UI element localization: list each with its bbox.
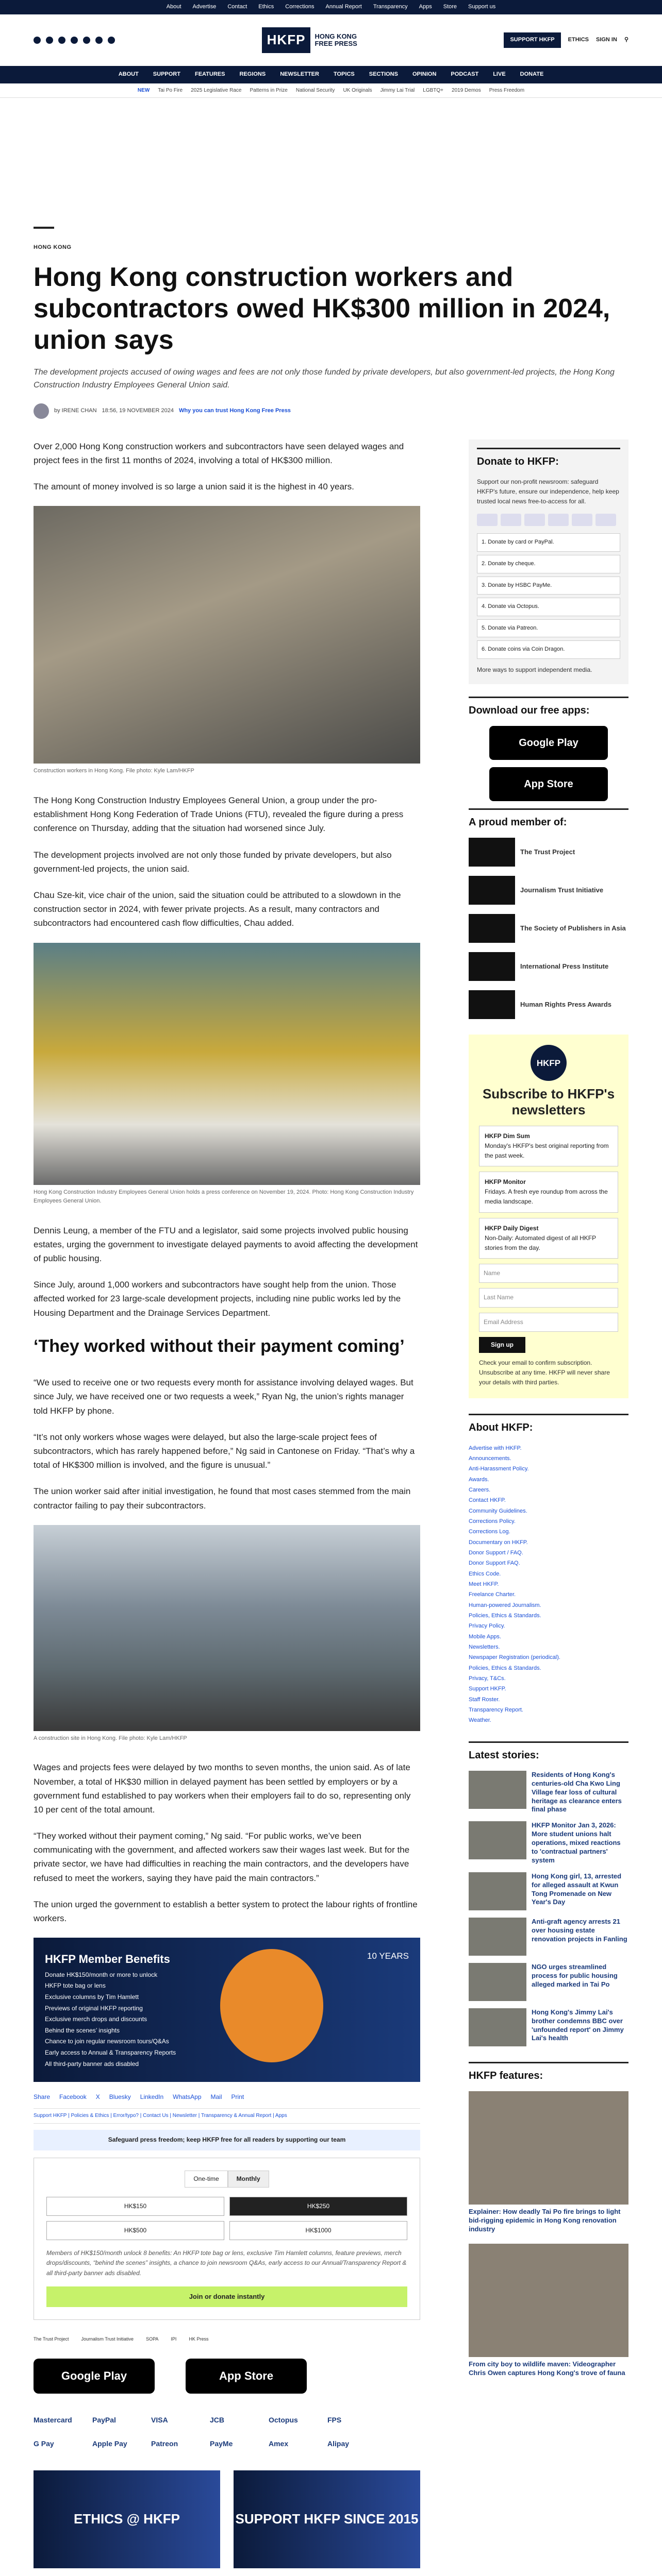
more-ways-link[interactable]: More ways to support independent media.	[477, 666, 592, 673]
about-link[interactable]: Privacy Policy.	[469, 1623, 505, 1630]
google-play-button[interactable]: Google Play	[489, 726, 608, 760]
payment-methods	[34, 2414, 420, 2450]
about-link[interactable]: Mobile Apps.	[469, 1633, 501, 1640]
share-bluesky[interactable]: Bluesky	[109, 2093, 131, 2101]
promo-benefit: HKFP tote bag or lens	[45, 1982, 106, 1990]
top-link-store[interactable]: Store	[443, 4, 457, 10]
partner-logo[interactable]: HK Press	[189, 2336, 209, 2342]
paragraph: Chau Sze-kit, vice chair of the union, said the situation could be attributed to a slowdown in the construction sector in 2024, with fewer private projects. As a result, many contractors and subcontractors had encountered cash flow difficulties, Chau added.	[34, 890, 401, 928]
photo-caption: Construction workers in Hong Kong. File photo: Kyle Lam/HKFP	[34, 768, 194, 774]
paragraph: The union worker said after initial investigation, he found that most cases stemmed from the main contractor failing to pay their subcontractors.	[34, 1486, 411, 1511]
payment-logo: Octopus	[269, 2415, 298, 2424]
section-heading: ‘They worked without their payment coming’	[34, 1336, 405, 1356]
about-link[interactable]: Weather.	[469, 1717, 491, 1724]
x-icon[interactable]	[46, 37, 53, 44]
payment-logo: Patreon	[151, 2439, 178, 2448]
article-standfirst: The development projects accused of owing wages and fees are not only those funded by private developers, but also government-led projects, the Hong Kong Construction Industry Employees General Union said.	[34, 367, 615, 390]
donate-option[interactable]: 4. Donate via Octopus.	[477, 598, 620, 616]
publish-date: 18:56, 19 NOVEMBER 2024	[102, 408, 174, 414]
nav-support[interactable]: SUPPORT	[153, 71, 180, 78]
monthly-toggle[interactable]: Monthly	[228, 2171, 269, 2188]
sign-up-button[interactable]: Sign up	[479, 1337, 525, 1353]
latest-story[interactable]: Anti-graft agency arrests 21 over housing estate renovation projects in Fanling	[469, 1918, 628, 1956]
safeguard-banner[interactable]: Safeguard press freedom; keep HKFP free for all readers by supporting our team	[34, 2130, 420, 2150]
about-link[interactable]: Careers.	[469, 1486, 491, 1493]
promo-benefit: Exclusive columns by Tim Hamlett	[45, 1993, 139, 2001]
payment-logo: PayPal	[92, 2415, 116, 2424]
amount-option[interactable]: HK$250	[229, 2197, 407, 2216]
card-icon	[501, 514, 521, 526]
about-link[interactable]: Policies, Ethics & Standards.	[469, 1613, 541, 1619]
amount-option[interactable]: HK$150	[46, 2197, 224, 2216]
payment-logo: Apple Pay	[92, 2439, 127, 2448]
logo-mark: HKFP	[262, 27, 311, 53]
paragraph: Over 2,000 Hong Kong construction workers and subcontractors have seen delayed wages and project fees in the first 11 months of 2024, involving a total of HK$300 million.	[34, 441, 404, 466]
site-header	[0, 14, 662, 66]
apps-heading: Download our free apps:	[469, 697, 628, 719]
partner-logos	[34, 2335, 420, 2343]
author-avatar	[34, 403, 49, 419]
about-link[interactable]: Policies, Ethics & Standards.	[469, 1665, 541, 1671]
latest-story[interactable]: NGO urges streamlined process for public housing alleged marked in Tai Po	[469, 1963, 628, 2001]
article-kicker[interactable]: HONG KONG	[34, 244, 72, 250]
paragraph: The union urged the government to establish a better system to protect the labour rights of frontline workers.	[34, 1899, 418, 1923]
top-bar	[0, 0, 662, 14]
about-link[interactable]: Corrections Policy.	[469, 1518, 516, 1524]
instagram-icon[interactable]	[58, 37, 65, 44]
paragraph: Since July, around 1,000 workers and subcontractors have sought help from the union. Those affected worked for 23 large-scale development projects, including nine public works led by the Housing Department and the Drainage Services Department.	[34, 1280, 401, 1318]
about-link[interactable]: Ethics Code.	[469, 1570, 501, 1577]
latest-story[interactable]: HKFP Monitor Jan 3, 2026: More student unions halt operations, mixed reactions to 'contractual partners' system	[469, 1821, 628, 1865]
share-x[interactable]: X	[95, 2093, 100, 2101]
about-link[interactable]: Donor Support / FAQ.	[469, 1549, 523, 1556]
about-link[interactable]: Human-powered Journalism.	[469, 1602, 541, 1608]
latest-story[interactable]: Hong Kong's Jimmy Lai's brother condemns BBC over 'unfounded report' on Jimmy Lai's health	[469, 2008, 628, 2046]
share-print[interactable]: Print	[231, 2093, 244, 2101]
newsletter-option[interactable]: HKFP Monitor Fridays. A fresh eye roundup from across the media landscape.	[479, 1172, 618, 1213]
partner-logo[interactable]: Journalism Trust Initiative	[81, 2336, 134, 2342]
about-link[interactable]: Announcements.	[469, 1455, 511, 1462]
amount-option[interactable]: HK$1000	[229, 2221, 407, 2240]
social-links	[34, 37, 115, 44]
donate-panel	[469, 439, 628, 684]
app-store-button[interactable]: App Store	[186, 2359, 307, 2394]
feature-story[interactable]: From city boy to wildlife maven: Videographer Chris Owen captures Hong Kong's trove of fauna	[469, 2244, 628, 2378]
payment-logo: JCB	[210, 2415, 225, 2424]
name-field[interactable]: Name	[479, 1264, 618, 1283]
last-name-field[interactable]: Last Name	[479, 1288, 618, 1307]
youtube-icon[interactable]	[71, 37, 78, 44]
ticker-item[interactable]: LGBTQ+	[423, 87, 444, 93]
share-whatsapp[interactable]: WhatsApp	[173, 2093, 202, 2101]
top-link-contact[interactable]: Contact	[227, 4, 247, 10]
member-org[interactable]: The Society of Publishers in Asia	[469, 914, 628, 943]
ethics-banner[interactable]: ETHICS @ HKFP	[34, 2470, 220, 2568]
photo-caption: A construction site in Hong Kong. File photo: Kyle Lam/HKFP	[34, 1735, 187, 1741]
card-icon	[548, 514, 569, 526]
feature-story[interactable]: Explainer: How deadly Tai Po fire brings to light bid-rigging epidemic in Hong Kong renovation industry	[469, 2091, 628, 2234]
ticker-item[interactable]: UK Originals	[343, 87, 372, 93]
promo-benefit: Exclusive merch drops and discounts	[45, 2015, 147, 2023]
payment-cards	[477, 514, 620, 526]
nav-donate[interactable]: DONATE	[520, 71, 544, 78]
latest-heading: Latest stories:	[469, 1741, 628, 1764]
member-org[interactable]: Human Rights Press Awards	[469, 990, 628, 1019]
member-org[interactable]: The Trust Project	[469, 838, 628, 867]
payment-logo: G Pay	[34, 2439, 54, 2448]
paragraph: “It’s not only workers whose wages were delayed, but also the large-scale project fees of subcontractors, which has rarely happened before,” Ng said in Cantonese on Friday. “That’s why a total of HK$300 million is involved, and the figure is unusual.”	[34, 1432, 415, 1470]
threads-icon[interactable]	[83, 37, 90, 44]
ticker-item[interactable]: Tai Po Fire	[158, 87, 183, 93]
newsletter-option[interactable]: HKFP Dim Sum Monday's HKFP's best original reporting from the past week.	[479, 1126, 618, 1167]
top-link-transparency[interactable]: Transparency	[373, 4, 408, 10]
nav-about[interactable]: ABOUT	[118, 71, 139, 78]
article-footer-links[interactable]: Support HKFP | Policies & Ethics | Error/typo? | Contact Us | Newsletter | Transparency & Annual Report | Apps	[34, 2108, 420, 2124]
google-play-button[interactable]: Google Play	[34, 2359, 155, 2394]
article-photo	[34, 506, 420, 764]
trust-link[interactable]: Why you can trust Hong Kong Free Press	[178, 408, 291, 414]
nav-topics[interactable]: TOPICS	[333, 71, 355, 78]
ticker-item[interactable]: 2025 Legislative Race	[191, 87, 242, 93]
donate-widget	[34, 2158, 420, 2320]
ticker-item[interactable]: Patterns in Prize	[250, 87, 288, 93]
about-link[interactable]: Newsletters.	[469, 1644, 500, 1651]
about-link[interactable]: Documentary on HKFP.	[469, 1539, 528, 1546]
about-link[interactable]: Transparency Report.	[469, 1707, 523, 1714]
paragraph: The Hong Kong Construction Industry Employees General Union, a group under the pro-establishment Hong Kong Federation of Trade Unions (FTU), revealed the figure during a press conference on Thursday, adding that the situation had worsened since July.	[34, 795, 404, 834]
nav-regions[interactable]: REGIONS	[239, 71, 266, 78]
main-nav	[0, 66, 662, 83]
facebook-icon[interactable]	[34, 37, 41, 44]
top-link-advertise[interactable]: Advertise	[192, 4, 217, 10]
features-heading: HKFP features:	[469, 2062, 628, 2084]
partner-logo[interactable]: SOPA	[146, 2336, 159, 2342]
hkfp-badge: HKFP	[531, 1045, 567, 1081]
author-name[interactable]: by IRENE CHAN	[54, 408, 97, 414]
top-link-ethics[interactable]: Ethics	[258, 4, 274, 10]
top-link-about[interactable]: About	[166, 4, 181, 10]
about-link[interactable]: Privacy, T&Cs.	[469, 1675, 506, 1682]
about-link[interactable]: Meet HKFP.	[469, 1581, 499, 1588]
logo-name: HONG KONG FREE PRESS	[315, 32, 357, 47]
member-benefits-promo[interactable]	[34, 1938, 420, 2082]
newsletter-signup	[469, 1035, 628, 1398]
about-link[interactable]: Donor Support FAQ.	[469, 1560, 520, 1567]
payment-logo: FPS	[327, 2415, 342, 2424]
about-links	[469, 1443, 628, 1726]
payment-logo: PayMe	[210, 2439, 233, 2448]
payment-logo: VISA	[151, 2415, 168, 2424]
donate-option[interactable]: 3. Donate by HSBC PayMe.	[477, 577, 620, 595]
ethics-link[interactable]: ETHICS	[568, 37, 589, 43]
paragraph: Wages and projects fees were delayed by two months to seven months, the union said. As of late November, a total of HK$30 million in delayed payment has been settled by employers or by a government fund established to pay workers when their employers fail to do so, representing only 10 per cent of the total amount.	[34, 1762, 411, 1815]
app-store-buttons	[34, 2359, 420, 2394]
site-logo[interactable]	[262, 27, 357, 53]
donate-button[interactable]: Join or donate instantly	[46, 2286, 407, 2308]
card-icon	[477, 514, 498, 526]
promo-benefit: Behind the scenes’ insights	[45, 2026, 120, 2034]
paragraph: Dennis Leung, a member of the FTU and a legislator, said some projects involved public housing estates, urging the government to investigate delayed payments to avoid affecting the development of public housing.	[34, 1225, 418, 1264]
about-link[interactable]: Freelance Charter.	[469, 1591, 516, 1598]
paragraph: The development projects involved are not only those funded by private developers, but also government-led projects, the union said.	[34, 850, 392, 874]
article-title: Hong Kong construction workers and subcontractors owed HK$300 million in 2024, union says	[34, 262, 610, 355]
search-icon[interactable]: ⚲	[624, 37, 628, 43]
ticker-item[interactable]: 2019 Demos	[452, 87, 481, 93]
nav-sections[interactable]: SECTIONS	[369, 71, 398, 78]
sidebar	[469, 439, 628, 2576]
paragraph: The amount of money involved is so large a union said it is the highest in 40 years.	[34, 482, 354, 492]
member-org[interactable]: International Press Institute	[469, 952, 628, 981]
promo-title: HKFP Member Benefits	[45, 1953, 170, 1966]
support-hkfp-button[interactable]: SUPPORT HKFP	[504, 32, 560, 48]
support-banner[interactable]: SUPPORT HKFP SINCE 2015	[234, 2470, 420, 2568]
anniversary-badge: 10 YEARS	[367, 1951, 409, 1961]
about-link[interactable]: Staff Roster.	[469, 1696, 500, 1703]
about-link[interactable]: Advertise with HKFP.	[469, 1445, 522, 1451]
top-link-corrections[interactable]: Corrections	[285, 4, 315, 10]
donate-option[interactable]: 2. Donate by cheque.	[477, 555, 620, 573]
mascot-illustration	[220, 1949, 323, 2062]
ticker-item[interactable]: National Security	[295, 87, 335, 93]
share-facebook[interactable]: Facebook	[59, 2093, 87, 2101]
promo-benefit: Chance to join regular newsroom tours/Q&As	[45, 2038, 169, 2045]
top-link-annual-report[interactable]: Annual Report	[325, 4, 362, 10]
card-icon	[572, 514, 592, 526]
about-link[interactable]: Support HKFP.	[469, 1686, 506, 1692]
donate-option[interactable]: 1. Donate by card or PayPal.	[477, 533, 620, 552]
title-rule	[34, 227, 54, 229]
share-linkedin[interactable]: LinkedIn	[140, 2093, 164, 2101]
nav-features[interactable]: FEATURES	[194, 71, 225, 78]
promo-benefit: All third-party banner ads disabled	[45, 2060, 139, 2067]
email-field[interactable]: Email Address	[479, 1313, 618, 1332]
linkedin-icon[interactable]	[95, 37, 103, 44]
paragraph: “We used to receive one or two requests every month for assistance involving delayed wages. But since July, we have received one or two requests a week,” Ryan Ng, the union’s rights manager told HKFP by phone.	[34, 1378, 413, 1416]
subscribe-note: Check your email to confirm subscription. Unsubscribe at any time. HKFP will never share your details with third parties.	[479, 1359, 610, 1386]
share-label: Share	[34, 2093, 51, 2101]
donate-option[interactable]: 6. Donate coins via Coin Dragon.	[477, 640, 620, 659]
promo-benefit: Early access to Annual & Transparency Reports	[45, 2048, 176, 2056]
donate-description: Members of HK$150/month unlock 8 benefits: An HKFP tote bag or lens, exclusive Tim Hamlett columns, feature previews, merch drops/discounts, “behind the scenes” insights, a chance to join newsroom Q&As, early access to our Annual/Transparency Report & all third-party banner ads disabled.	[46, 2249, 407, 2277]
promo-benefit: Previews of original HKFP reporting	[45, 2004, 143, 2012]
ticker-item[interactable]: Press Freedom	[489, 87, 525, 93]
top-link-support[interactable]: Support us	[468, 4, 496, 10]
one-time-toggle[interactable]: One-time	[185, 2171, 227, 2188]
partner-logo[interactable]: The Trust Project	[34, 2336, 69, 2342]
payment-logo: Amex	[269, 2439, 289, 2448]
about-heading: About HKFP:	[469, 1414, 628, 1436]
promo-banners	[34, 2470, 420, 2568]
payment-logo: Mastercard	[34, 2415, 72, 2424]
about-link[interactable]: Corrections Log.	[469, 1529, 510, 1535]
card-icon	[524, 514, 545, 526]
about-link[interactable]: Anti-Harassment Policy.	[469, 1466, 529, 1472]
about-link[interactable]: Community Guidelines.	[469, 1507, 527, 1514]
donate-heading: Donate to HKFP:	[477, 448, 620, 470]
ticker-new-label: NEW	[137, 87, 150, 93]
nav-opinion[interactable]: OPINION	[412, 71, 437, 78]
photo-caption: Hong Kong Construction Industry Employees General Union holds a press conference on November 19, 2024. Photo: Hong Kong Construction Industry Employees General Union.	[34, 1189, 414, 1205]
about-link[interactable]: Contact HKFP.	[469, 1497, 506, 1504]
topic-ticker	[0, 83, 662, 98]
share-bar	[34, 2092, 420, 2102]
member-heading: A proud member of:	[469, 808, 628, 831]
nav-newsletter[interactable]: NEWSLETTER	[280, 71, 319, 78]
byline	[34, 403, 628, 419]
about-link[interactable]: Newspaper Registration (periodical).	[469, 1654, 560, 1661]
sign-in-link[interactable]: SIGN IN	[595, 37, 617, 43]
donate-text: Support our non-profit newsroom: safeguard HKFP's future, ensure our independence, help keep trusted local news free-to-access for all.	[477, 478, 619, 505]
rss-icon[interactable]	[108, 37, 115, 44]
donate-option[interactable]: 5. Donate via Patreon.	[477, 619, 620, 638]
about-link[interactable]: Awards.	[469, 1476, 489, 1483]
partner-logo[interactable]: IPI	[171, 2336, 177, 2342]
ticker-item[interactable]: Jimmy Lai Trial	[380, 87, 415, 93]
promo-sub: Donate HK$150/month or more to unlock	[45, 1971, 158, 1978]
app-store-button[interactable]: App Store	[489, 767, 608, 801]
top-link-apps[interactable]: Apps	[419, 4, 432, 10]
subscribe-title: Subscribe to HKFP's newsletters	[482, 1086, 615, 1118]
nav-podcast[interactable]: PODCAST	[451, 71, 479, 78]
member-org[interactable]: Journalism Trust Initiative	[469, 876, 628, 905]
amount-option[interactable]: HK$500	[46, 2221, 224, 2240]
share-mail[interactable]: Mail	[210, 2093, 222, 2101]
latest-story[interactable]: Residents of Hong Kong's centuries-old Cha Kwo Ling Village fear loss of cultural heritage as clearance enters final phase	[469, 1771, 628, 1814]
latest-story[interactable]: Hong Kong girl, 13, arrested for alleged assault at Kwun Tong Promenade on New Year's Day	[469, 1872, 628, 1910]
article-photo	[34, 943, 420, 1185]
payment-logo: Alipay	[327, 2439, 350, 2448]
article-photo	[34, 1525, 420, 1731]
newsletter-option[interactable]: HKFP Daily Digest Non-Daily: Automated digest of all HKFP stories from the day.	[479, 1218, 618, 1259]
nav-live[interactable]: LIVE	[493, 71, 506, 78]
paragraph: “They worked without their payment coming,” Ng said. “For public works, we’ve been communicating with the government, and affected workers saw their wages last week. But for the private sector, we have had difficulties in reaching the main contractors, and the developers have refused to meet the workers, saying they have paid the main contractors.”	[34, 1831, 410, 1883]
article-body	[34, 439, 420, 2576]
card-icon	[595, 514, 616, 526]
